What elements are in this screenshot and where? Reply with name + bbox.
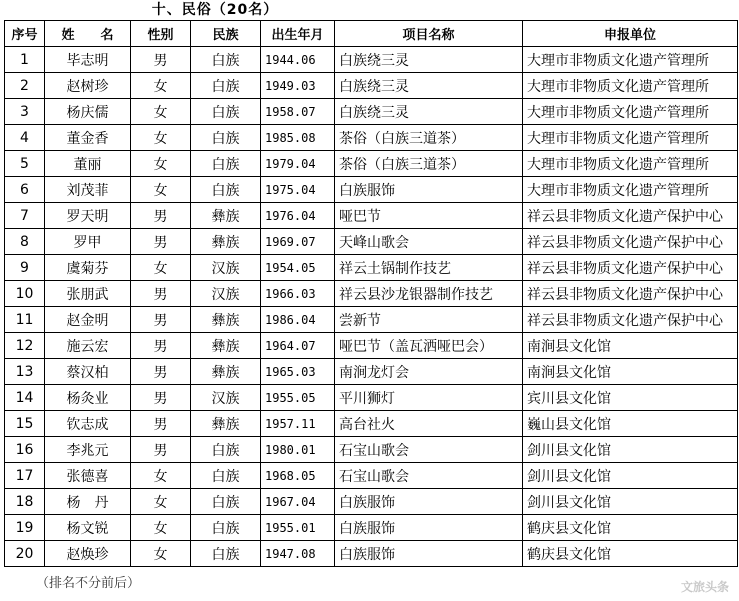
cell-index: 1 [5, 47, 45, 73]
cell-birth-date: 1965.03 [261, 359, 335, 385]
cell-index: 6 [5, 177, 45, 203]
cell-birth-date: 1975.04 [261, 177, 335, 203]
cell-index: 19 [5, 515, 45, 541]
cell-name: 罗天明 [45, 203, 131, 229]
table-row [5, 489, 738, 515]
cell-gender: 男 [131, 333, 191, 359]
cell-birth-date: 1976.04 [261, 203, 335, 229]
cell-index: 9 [5, 255, 45, 281]
cell-applicant-unit: 剑川县文化馆 [523, 437, 738, 463]
table-header-row [5, 21, 738, 47]
cell-name: 施云宏 [45, 333, 131, 359]
cell-index: 18 [5, 489, 45, 515]
cell-gender: 女 [131, 463, 191, 489]
cell-project-name: 茶俗（白族三道茶） [335, 125, 523, 151]
table-row [5, 359, 738, 385]
cell-ethnicity: 白族 [191, 125, 261, 151]
cell-birth-date: 1985.08 [261, 125, 335, 151]
header-ethnicity: 民族 [191, 21, 261, 47]
table-row [5, 203, 738, 229]
cell-gender: 女 [131, 489, 191, 515]
cell-name: 杨灸业 [45, 385, 131, 411]
cell-gender: 女 [131, 73, 191, 99]
cell-ethnicity: 白族 [191, 177, 261, 203]
cell-project-name: 祥云县沙龙银器制作技艺 [335, 281, 523, 307]
table-row [5, 541, 738, 567]
cell-applicant-unit: 剑川县文化馆 [523, 489, 738, 515]
cell-ethnicity: 白族 [191, 437, 261, 463]
cell-index: 15 [5, 411, 45, 437]
table-row [5, 73, 738, 99]
cell-name: 赵树珍 [45, 73, 131, 99]
cell-gender: 女 [131, 99, 191, 125]
cell-index: 5 [5, 151, 45, 177]
table-row [5, 463, 738, 489]
cell-gender: 男 [131, 359, 191, 385]
cell-applicant-unit: 鹤庆县文化馆 [523, 541, 738, 567]
cell-name: 毕志明 [45, 47, 131, 73]
cell-birth-date: 1955.01 [261, 515, 335, 541]
cell-birth-date: 1954.05 [261, 255, 335, 281]
table-row [5, 99, 738, 125]
cell-name: 张朋武 [45, 281, 131, 307]
cell-applicant-unit: 巍山县文化馆 [523, 411, 738, 437]
table-row [5, 333, 738, 359]
header-index: 序号 [5, 21, 45, 47]
header-gender: 性别 [131, 21, 191, 47]
header-birth-date: 出生年月 [261, 21, 335, 47]
header-name: 姓 名 [45, 21, 131, 47]
cell-index: 2 [5, 73, 45, 99]
cell-applicant-unit: 大理市非物质文化遗产管理所 [523, 99, 738, 125]
cell-applicant-unit: 大理市非物质文化遗产管理所 [523, 125, 738, 151]
cell-ethnicity: 白族 [191, 73, 261, 99]
cell-index: 13 [5, 359, 45, 385]
cell-index: 16 [5, 437, 45, 463]
cell-gender: 男 [131, 385, 191, 411]
cell-applicant-unit: 宾川县文化馆 [523, 385, 738, 411]
cell-gender: 男 [131, 281, 191, 307]
cell-ethnicity: 白族 [191, 463, 261, 489]
cell-birth-date: 1957.11 [261, 411, 335, 437]
cell-index: 4 [5, 125, 45, 151]
cell-index: 20 [5, 541, 45, 567]
cell-project-name: 茶俗（白族三道茶） [335, 151, 523, 177]
cell-project-name: 白族服饰 [335, 177, 523, 203]
table-row [5, 255, 738, 281]
table-row [5, 307, 738, 333]
cell-ethnicity: 汉族 [191, 385, 261, 411]
cell-birth-date: 1955.05 [261, 385, 335, 411]
cell-index: 7 [5, 203, 45, 229]
cell-applicant-unit: 祥云县非物质文化遗产保护中心 [523, 203, 738, 229]
cell-applicant-unit: 大理市非物质文化遗产管理所 [523, 47, 738, 73]
cell-name: 赵焕珍 [45, 541, 131, 567]
cell-birth-date: 1967.04 [261, 489, 335, 515]
cell-applicant-unit: 祥云县非物质文化遗产保护中心 [523, 281, 738, 307]
cell-applicant-unit: 大理市非物质文化遗产管理所 [523, 73, 738, 99]
cell-birth-date: 1969.07 [261, 229, 335, 255]
cell-name: 杨庆儒 [45, 99, 131, 125]
table-row [5, 177, 738, 203]
cell-project-name: 白族绕三灵 [335, 99, 523, 125]
cell-gender: 男 [131, 203, 191, 229]
cell-gender: 男 [131, 411, 191, 437]
table-row [5, 411, 738, 437]
cell-index: 11 [5, 307, 45, 333]
cell-gender: 女 [131, 541, 191, 567]
cell-name: 董金香 [45, 125, 131, 151]
cell-project-name: 石宝山歌会 [335, 463, 523, 489]
cell-applicant-unit: 祥云县非物质文化遗产保护中心 [523, 255, 738, 281]
cell-ethnicity: 汉族 [191, 255, 261, 281]
cell-name: 董丽 [45, 151, 131, 177]
cell-gender: 男 [131, 229, 191, 255]
cell-name: 张德喜 [45, 463, 131, 489]
cell-ethnicity: 白族 [191, 47, 261, 73]
cell-name: 虞菊芬 [45, 255, 131, 281]
cell-index: 17 [5, 463, 45, 489]
cell-name: 罗甲 [45, 229, 131, 255]
cell-name: 刘茂菲 [45, 177, 131, 203]
cell-project-name: 尝新节 [335, 307, 523, 333]
cell-applicant-unit: 南涧县文化馆 [523, 359, 738, 385]
cell-index: 14 [5, 385, 45, 411]
cell-project-name: 平川狮灯 [335, 385, 523, 411]
watermark-logo: 文旅头条 [680, 580, 729, 594]
cell-ethnicity: 彝族 [191, 411, 261, 437]
cell-birth-date: 1944.06 [261, 47, 335, 73]
footnote: （排名不分前后） [36, 576, 141, 591]
cell-ethnicity: 白族 [191, 99, 261, 125]
table-row [5, 437, 738, 463]
cell-ethnicity: 白族 [191, 151, 261, 177]
cell-birth-date: 1958.07 [261, 99, 335, 125]
cell-birth-date: 1966.03 [261, 281, 335, 307]
cell-name: 赵金明 [45, 307, 131, 333]
cell-birth-date: 1980.01 [261, 437, 335, 463]
cell-name: 钦志成 [45, 411, 131, 437]
cell-gender: 女 [131, 151, 191, 177]
cell-birth-date: 1979.04 [261, 151, 335, 177]
cell-birth-date: 1947.08 [261, 541, 335, 567]
cell-ethnicity: 汉族 [191, 281, 261, 307]
cell-index: 3 [5, 99, 45, 125]
cell-index: 8 [5, 229, 45, 255]
cell-ethnicity: 白族 [191, 515, 261, 541]
cell-birth-date: 1964.07 [261, 333, 335, 359]
cell-project-name: 哑巴节 [335, 203, 523, 229]
cell-applicant-unit: 大理市非物质文化遗产管理所 [523, 151, 738, 177]
table-row [5, 125, 738, 151]
cell-index: 10 [5, 281, 45, 307]
cell-project-name: 天峰山歌会 [335, 229, 523, 255]
cell-applicant-unit: 祥云县非物质文化遗产保护中心 [523, 229, 738, 255]
cell-project-name: 哑巴节（盖瓦洒哑巴会） [335, 333, 523, 359]
table-row [5, 385, 738, 411]
cell-gender: 男 [131, 437, 191, 463]
cell-applicant-unit: 南涧县文化馆 [523, 333, 738, 359]
table-row [5, 281, 738, 307]
cell-project-name: 石宝山歌会 [335, 437, 523, 463]
cell-ethnicity: 彝族 [191, 333, 261, 359]
cell-gender: 女 [131, 515, 191, 541]
cell-name: 杨文锐 [45, 515, 131, 541]
table-row [5, 47, 738, 73]
cell-project-name: 白族服饰 [335, 515, 523, 541]
cell-birth-date: 1986.04 [261, 307, 335, 333]
cell-gender: 女 [131, 125, 191, 151]
cell-birth-date: 1968.05 [261, 463, 335, 489]
table-row [5, 151, 738, 177]
cell-ethnicity: 彝族 [191, 359, 261, 385]
header-project-name: 项目名称 [335, 21, 523, 47]
cell-project-name: 高台社火 [335, 411, 523, 437]
cell-applicant-unit: 剑川县文化馆 [523, 463, 738, 489]
cell-ethnicity: 彝族 [191, 203, 261, 229]
cell-name: 李兆元 [45, 437, 131, 463]
cell-name: 蔡汉柏 [45, 359, 131, 385]
cell-gender: 男 [131, 47, 191, 73]
cell-project-name: 白族绕三灵 [335, 73, 523, 99]
cell-index: 12 [5, 333, 45, 359]
cell-gender: 女 [131, 177, 191, 203]
cell-project-name: 白族服饰 [335, 489, 523, 515]
cell-project-name: 南涧龙灯会 [335, 359, 523, 385]
cell-name: 杨 丹 [45, 489, 131, 515]
cell-applicant-unit: 大理市非物质文化遗产管理所 [523, 177, 738, 203]
cell-ethnicity: 彝族 [191, 307, 261, 333]
cell-applicant-unit: 鹤庆县文化馆 [523, 515, 738, 541]
cell-project-name: 祥云土锅制作技艺 [335, 255, 523, 281]
cell-gender: 女 [131, 255, 191, 281]
cell-applicant-unit: 祥云县非物质文化遗产保护中心 [523, 307, 738, 333]
section-title: 十、民俗（20名） [151, 2, 279, 18]
cell-ethnicity: 白族 [191, 541, 261, 567]
cell-birth-date: 1949.03 [261, 73, 335, 99]
table-row [5, 229, 738, 255]
header-applicant-unit: 申报单位 [523, 21, 738, 47]
cell-ethnicity: 白族 [191, 489, 261, 515]
cell-ethnicity: 彝族 [191, 229, 261, 255]
heritage-table [4, 20, 738, 567]
cell-gender: 男 [131, 307, 191, 333]
table-row [5, 515, 738, 541]
cell-project-name: 白族绕三灵 [335, 47, 523, 73]
cell-project-name: 白族服饰 [335, 541, 523, 567]
